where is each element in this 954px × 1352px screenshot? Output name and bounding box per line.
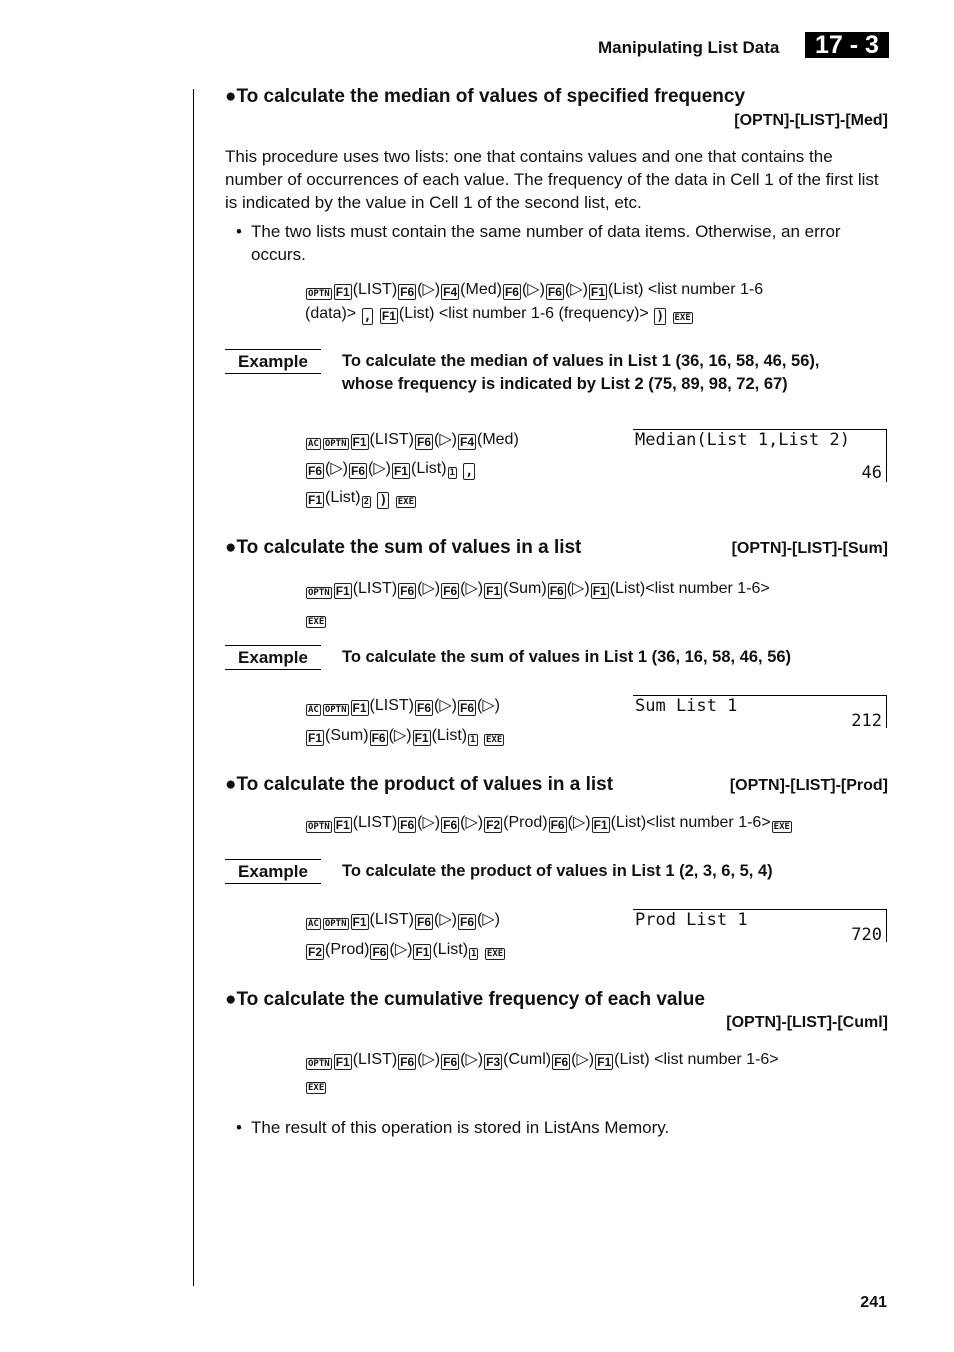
example-line: whose frequency is indicated by List 2 (75, 89, 98, 72, 67) xyxy=(342,375,788,393)
bullet: • xyxy=(236,222,242,241)
exe-key: EXE xyxy=(308,1083,325,1093)
syntax-text: (▷) xyxy=(460,580,484,597)
screen-line: Prod List 1 xyxy=(635,910,748,930)
key-text: (LIST) xyxy=(369,431,414,448)
f1-key: F1 xyxy=(308,493,323,507)
f1-key: F1 xyxy=(597,1055,612,1069)
f1-key: F1 xyxy=(335,1055,350,1069)
example-line: To calculate the median of values in List 1 (36, 16, 58, 46, 56), xyxy=(342,352,820,370)
syntax-text: (Prod) xyxy=(503,814,548,831)
sum-example-keys xyxy=(305,691,595,751)
syntax-text: (List) <list number 1-6 (frequency)> xyxy=(398,305,649,322)
f1-key: F1 xyxy=(590,285,605,299)
f6-key: F6 xyxy=(443,1055,458,1069)
one-key: 1 xyxy=(471,949,477,959)
ac-key: AC xyxy=(308,919,319,929)
syntax-text: (▷) xyxy=(564,281,588,298)
optn-key: OPTN xyxy=(324,439,347,449)
key-text: (Prod) xyxy=(325,941,370,958)
f1-key: F1 xyxy=(414,731,429,745)
example-label: Example xyxy=(225,349,321,374)
f6-key: F6 xyxy=(400,285,415,299)
syntax-text: (List)<list number 1-6> xyxy=(609,580,770,597)
f1-key: F1 xyxy=(415,945,430,959)
optn-key: OPTN xyxy=(324,919,347,929)
key-text: (▷) xyxy=(434,911,457,928)
optn-key: OPTN xyxy=(308,588,330,598)
f6-key: F6 xyxy=(417,915,432,929)
key-text: (▷) xyxy=(388,727,412,744)
syntax-text: (▷) xyxy=(460,1051,484,1068)
f6-key: F6 xyxy=(459,915,474,929)
median-intro: This procedure uses two lists: one that contains values and one that contains the number of occurrences of each value. The frequency of the data in Cell 1 of the first list is indicated by the value in Cell 1 of the second list, etc. xyxy=(225,147,879,212)
f6-key: F6 xyxy=(443,584,458,598)
f1-key: F1 xyxy=(486,584,501,598)
syntax-text: (LIST) xyxy=(352,1051,398,1068)
key-text: (List) xyxy=(432,941,469,958)
syntax-text: (LIST) xyxy=(352,580,398,597)
f6-key: F6 xyxy=(459,701,474,715)
calculator-screen xyxy=(633,695,887,731)
calculator-screen xyxy=(633,429,887,482)
cuml-syntax xyxy=(305,1048,885,1096)
sum-menu-path: [OPTN]-[LIST]-[Sum] xyxy=(731,540,888,557)
f6-key: F6 xyxy=(554,1055,569,1069)
f6-key: F6 xyxy=(417,701,432,715)
prod-example-keys xyxy=(305,905,595,965)
prod-heading: ●To calculate the product of values in a list xyxy=(225,774,614,795)
screen-result: 46 xyxy=(861,463,882,483)
f6-key: F6 xyxy=(371,731,386,745)
f6-key: F6 xyxy=(547,285,562,299)
f3-key: F3 xyxy=(486,1055,501,1069)
f1-key: F1 xyxy=(381,309,396,323)
example-label: Example xyxy=(225,859,321,884)
one-key: 1 xyxy=(449,468,455,478)
f4-key: F4 xyxy=(443,285,458,299)
f1-key: F1 xyxy=(592,584,607,598)
rparen-key: ) xyxy=(656,309,665,324)
exe-key: EXE xyxy=(486,735,503,745)
syntax-text: (▷) xyxy=(417,281,441,298)
syntax-text: (▷) xyxy=(566,580,590,597)
ac-key: AC xyxy=(308,705,319,715)
median-example-keys xyxy=(305,425,595,512)
key-text: (▷) xyxy=(368,460,391,477)
key-text: (List) xyxy=(410,460,447,477)
f6-key: F6 xyxy=(443,818,458,832)
comma-key: , xyxy=(363,309,372,324)
key-text: (List) xyxy=(325,489,361,506)
rparen-key: ) xyxy=(379,493,388,508)
optn-key: OPTN xyxy=(308,822,330,832)
two-key: 2 xyxy=(363,497,369,507)
syntax-text: (List) <list number 1-6 xyxy=(607,281,764,298)
exe-key: EXE xyxy=(486,949,504,959)
bullet: • xyxy=(236,1118,242,1137)
cuml-note: The result of this operation is stored in ListAns Memory. xyxy=(251,1118,670,1137)
f6-key: F6 xyxy=(400,1055,415,1069)
one-key: 1 xyxy=(470,735,476,745)
cuml-heading: ●To calculate the cumulative frequency of each value xyxy=(225,989,705,1010)
screen-line: Median(List 1,List 2) xyxy=(635,430,850,450)
f6-key: F6 xyxy=(549,584,564,598)
f6-key: F6 xyxy=(308,464,323,478)
chapter-badge: 17 - 3 xyxy=(805,32,889,58)
key-text: (Sum) xyxy=(325,727,369,744)
f6-key: F6 xyxy=(417,435,432,449)
f1-key: F1 xyxy=(335,584,350,598)
f1-key: F1 xyxy=(352,915,367,929)
prod-syntax xyxy=(305,811,895,835)
f6-key: F6 xyxy=(372,945,387,959)
f6-key: F6 xyxy=(400,584,415,598)
key-text: (LIST) xyxy=(369,911,414,928)
key-text: (LIST) xyxy=(369,697,414,714)
prod-example-text: To calculate the product of values in List 1 (2, 3, 6, 5, 4) xyxy=(342,862,773,880)
syntax-text: (List)<list number 1-6> xyxy=(610,814,771,831)
median-syntax xyxy=(305,278,875,326)
f1-key: F1 xyxy=(393,464,408,478)
f2-key: F2 xyxy=(308,945,323,959)
f1-key: F1 xyxy=(335,285,350,299)
page-number: 241 xyxy=(860,1294,887,1311)
exe-key: EXE xyxy=(773,822,790,832)
f2-key: F2 xyxy=(486,818,501,832)
syntax-text: (Cuml) xyxy=(503,1051,552,1068)
syntax-text: (▷) xyxy=(567,814,591,831)
key-text: (List) xyxy=(431,727,468,744)
ac-key: AC xyxy=(308,439,319,449)
f1-key: F1 xyxy=(352,701,367,715)
f1-key: F1 xyxy=(593,818,608,832)
key-text: (▷) xyxy=(434,697,457,714)
syntax-text: (Med) xyxy=(460,281,502,298)
optn-key: OPTN xyxy=(308,289,330,299)
syntax-text: (Sum) xyxy=(503,580,547,597)
key-text: (▷) xyxy=(389,941,413,958)
sum-example-text: To calculate the sum of values in List 1 (36, 16, 58, 46, 56) xyxy=(342,648,792,666)
f1-key: F1 xyxy=(352,435,367,449)
page-header-title: Manipulating List Data xyxy=(598,38,780,57)
syntax-text: (▷) xyxy=(460,814,484,831)
f1-key: F1 xyxy=(335,818,350,832)
comma-key: , xyxy=(465,464,474,479)
f6-key: F6 xyxy=(504,285,519,299)
syntax-text: (List) <list number 1-6> xyxy=(614,1051,779,1068)
f6-key: F6 xyxy=(550,818,565,832)
example-label: Example xyxy=(225,645,321,670)
cuml-menu-path: [OPTN]-[LIST]-[Cuml] xyxy=(726,1014,888,1031)
screen-result: 212 xyxy=(851,711,882,731)
f4-key: F4 xyxy=(459,435,474,449)
key-text: (▷) xyxy=(434,431,457,448)
optn-key: OPTN xyxy=(308,1059,330,1069)
f6-key: F6 xyxy=(400,818,415,832)
exe-key: EXE xyxy=(308,617,325,627)
syntax-text: (▷) xyxy=(417,580,441,597)
f6-key: F6 xyxy=(350,464,365,478)
sum-syntax xyxy=(305,574,880,632)
margin-rule xyxy=(193,89,194,1286)
median-heading: ●To calculate the median of values of specified frequency xyxy=(225,86,746,107)
median-note: The two lists must contain the same number of data items. Otherwise, an error occurs. xyxy=(251,222,841,264)
key-text: (▷) xyxy=(325,460,348,477)
sum-heading: ●To calculate the sum of values in a list xyxy=(225,537,582,558)
syntax-text: (▷) xyxy=(571,1051,595,1068)
syntax-text: (▷) xyxy=(417,814,441,831)
optn-key: OPTN xyxy=(324,705,347,715)
key-text: (▷) xyxy=(477,697,500,714)
screen-line: Sum List 1 xyxy=(635,696,738,716)
screen-result: 720 xyxy=(851,925,882,945)
median-example-text xyxy=(342,350,819,396)
median-menu-path: [OPTN]-[LIST]-[Med] xyxy=(734,112,888,129)
syntax-text: (LIST) xyxy=(352,814,398,831)
key-text: (Med) xyxy=(477,431,519,448)
prod-menu-path: [OPTN]-[LIST]-[Prod] xyxy=(729,777,888,794)
syntax-text: (data)> xyxy=(305,305,357,322)
syntax-text: (▷) xyxy=(417,1051,441,1068)
exe-key: EXE xyxy=(397,497,414,507)
calculator-screen xyxy=(633,909,887,945)
f1-key: F1 xyxy=(308,731,323,745)
exe-key: EXE xyxy=(674,313,691,323)
key-text: (▷) xyxy=(477,911,500,928)
syntax-text: (▷) xyxy=(521,281,545,298)
syntax-text: (LIST) xyxy=(352,281,398,298)
